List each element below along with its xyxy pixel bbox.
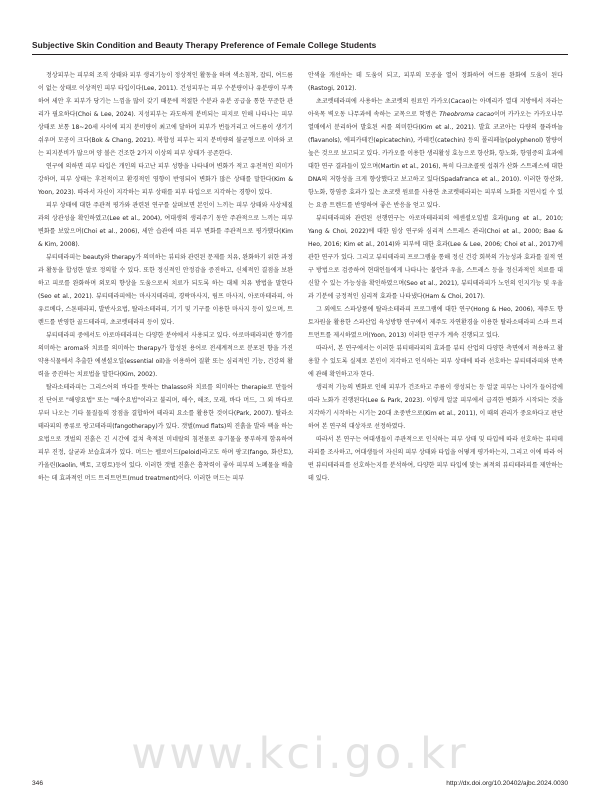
page-number: 346 <box>32 780 44 787</box>
paragraph: 탈라소테라피는 그리스어의 바다를 뜻하는 thalasso와 치료를 의미하는 therapie로 만들어진 단어로 "해양요법" 또는 "해수요법"이라고 불리며, 해수, 해조, 모래, 바다 머드, 그 외 바다로부터 나오는 기타 물질들의 장점을 결합하여 테라피 요소를 활용한 것이다(Park, 2007). 탈라소테라피의 종류로 팡고테라피(fangotherapy)가 있다. 갯벌(mud flats)의 진흙을 발라 팩을 하는 요법으로 갯벌의 진흙은 긴 시간에 걸쳐 축적된 미네랄의 침전물로 유기물을 풍부하게 함유하여 피부 진정, 살균과 보습효과가 있다. 머드는 펠로이드(peloid)라고도 하며 팡고(fango, 화산토), 카올린(kaolin, 백토, 고령토)등이 있다. 이러한 갯벌 진흙은 흡착력이 좋아 피부의 노폐물을 배출하는 데 효과적인 머드 트리트먼트(mud treatment)이다. 이러한 머드는 피부 <box>38 384 293 483</box>
scientific-name: Theobroma cacao <box>439 111 494 119</box>
paragraph: 연구에 의하면 피부 타입은 개인의 타고난 피부 성향을 나타내며 변화가 적고 유전적인 의미가 강하며, 피부 상태는 후천적이고 환경적인 영향이 반영되어 변화가 많은 상태를 말한다(Kim & Yoon, 2023). 따라서 자신이 지각하는 피부 상태를 피부 타입으로 지각하는 경향이 있다. <box>38 163 293 197</box>
left-column <box>38 69 293 486</box>
running-header: Subjective Skin Condition and Beauty Therapy Preference of Female College Students <box>32 40 377 50</box>
paragraph: 그 외에도 스파상품에 탈라소테라피 프로그램에 대한 연구(Hong & Heo, 2006), 제주도 향토자원을 활용한 스파산업 육성방향 연구에서 제주도 자연환경을 이용한 탈라소테라피 스파 트리트먼트를 제시하였으며(Yoon, 2013) 이러한 연구가 계속 진행되고 있다. <box>308 306 563 340</box>
header-rule <box>32 54 568 55</box>
paragraph: 초코렛테라피에 사용하는 초코렛의 원료인 카카오(Cacao)는 아메리카 열대 지방에서 자라는 아욱목 벽오동 나무과에 속하는 교목으로 학명은 Theobroma cacao이며 카카오는 카카오나무 열매에서 분리하여 발효된 씨를 의미한다(Kim et al., 2021). 발효 코코아는 다량의 플라바놀(flavanols), 에피카테킨(epicatechin), 카테킨(catechin) 등의 폴리페놀(polyphenol) 함량이 높은 것으로 보고되고 있다. 카카오를 이용한 생리활성 효능으로 항산화, 항노화, 항염증의 효과에 대한 연구 결과들이 있으며(Martin et al., 2016), 특히 다크초콜릿 섭취가 산화 스트레스에 대한 DNA의 저항성을 크게 향상했다고 보고하고 있다(Spadafranca et al., 2010). 이러한 항산화, 항노화, 항염증 효과가 있는 초코렛 원료를 사용한 초코렛테라피는 피부의 노화를 지연시킬 수 있는 요즘 트렌드를 반영하여 좋은 반응을 얻고 있다. <box>308 98 564 210</box>
doi-link[interactable]: http://dx.doi.org/10.20402/ajbc.2024.0030 <box>446 780 568 787</box>
paragraph: 뷰티테라피 중에서도 아로마테라피는 다양한 분야에서 사용되고 있다. 아로마테라피란 향기를 의미하는 aroma와 치료를 의미하는 therapy가 합성된 용어로 전세계적으로 분포된 향을 가진 약용식물에서 추출한 에센셜오일(essential oil)을 이용하여 질환 또는 심리적인 기능, 건강의 활력을 증진하는 치료법을 말한다(Kim, 2002). <box>38 332 293 379</box>
paragraph: 피부 상태에 대한 주관적 평가와 관련된 연구를 살펴보면 본인이 느끼는 피부 상태와 사상체질과의 상관성을 확인하였고(Lee et al., 2004), 여대생의 생리주기 동안 주관적으로 느끼는 피부 변화를 보았으며(Choi et al., 2006), 세안 습관에 따른 피부 변화를 주관적으로 평가했다(Kim & Kim, 2008). <box>38 202 293 249</box>
right-column <box>308 69 563 486</box>
paragraph: 뷰티테라피는 beauty와 therapy가 의미하는 뷰티와 관련된 문제를 치유, 완화하기 위한 과정과 활동을 합성한 말로 정의할 수 있다. 또한 정신적인 안정감을 증진하고, 신체적인 결점을 보완하고 피로를 완화하며 외모의 향상을 도움으로써 치료가 되도록 하는 대체 치유 방법을 말한다(Seo et al., 2021). 뷰티테라피에는 마사지테라피, 경락마사지, 림프 마사지, 아로마테라피, 아유르베다, 스톤테라피, 발반사요법, 탈라소테라피, 기기 및 기구를 이용한 마사지 등이 있으며, 트렌드를 반영한 골드테라피, 초코렛테라피 등이 있다. <box>38 254 293 327</box>
paragraph: 정상피부는 피부의 조직 상태와 피부 생리기능이 정상적인 활동을 하며 색소침착, 잡티, 여드름이 없는 상태로 이상적인 피부 타입이다(Lee, 2011). 건성피부는 피부 수분량이나 유분량이 부족하여 세안 후 피부가 당기는 느낌을 많이 갖기 때문에 적절한 수분과 유분 공급을 통한 꾸준한 관리가 필요하다(Choi & Lee, 2024). 지성피부는 과도하게 분비되는 피지로 인해 나타나는 피부 상태로 보통 18~20세 사이에 피지 분비량이 최고에 달하며 피부가 번들거리고 여드름이 생기기 쉬우며 모공이 크다(Bok & Chang, 2021). 복합성 피부는 피지 분비량의 불균형으로 이마와 코는 피지분비가 많으며 양 볼은 건조한 2가지 이상의 피부 상태가 공존한다. <box>38 72 293 158</box>
paragraph-continued: 안색을 개선하는 데 도움이 되고, 피부의 모공을 열어 정화하여 여드름 완화에 도움이 된다(Rastogi, 2012). <box>308 72 563 93</box>
paragraph: 생리적 기능의 변화로 인해 피부가 건조하고 주름이 생성되는 등 얼굴 피부는 나이가 들어감에 따라 노화가 진행된다(Lee & Park, 2023). 이렇게 얼굴 피부에서 급격한 변화가 시작되는 것을 지각하기 시작하는 시기는 20대 초중반으로(Kim et al., 2011), 이 때의 관리가 중요하다고 판단하여 본 연구의 대상자로 선정하였다. <box>308 384 563 431</box>
watermark: www.kci.go.kr <box>131 729 469 779</box>
paragraph: 뷰티테라피와 관련된 선행연구는 아로마테라피의 에센셜오일별 효과(Jung et al., 2010; Yang & Choi, 2022)에 대한 임상 연구와 심리적 스트레스 관리(Choi et al., 2000; Bae & Heo, 2016; Kim et al., 2014)와 피부에 대한 효과(Lee & Lee, 2006; Choi et al., 2017)에 관한 연구가 있다. 그리고 뷰티테라피 프로그램을 통해 정신 건강 회복의 가능성과 효과를 질적 연구 방법으로 검증하여 현대인들에게 나타나는 불안과 우울, 스트레스 등을 정신과적인 치료를 대신할 수 있는 가능성을 확인하였으며(Seo et al., 2021), 뷰티테라피가 노인의 인지기능 및 우울과 기분에 긍정적인 심리적 효과를 나타냈다(Ham & Choi, 2017). <box>308 215 563 301</box>
paragraph: 따라서, 본 연구에서는 이러한 뷰티테라피의 효과를 뷰티 산업의 다양한 측면에서 적용하고 활용할 수 있도록 실제로 본인이 지각하고 인식하는 피부 상태에 따라 선호하는 뷰티테라피와 만족에 관해 확인하고자 한다. <box>308 345 563 379</box>
paragraph: 따라서 본 연구는 여대생들이 주관적으로 인식하는 피부 상태 및 타입에 따라 선호하는 뷰티테라피를 조사하고, 여대생들이 자신의 피부 상태와 타입을 어떻게 평가하는지, 그리고 이에 따라 어떤 뷰티테라피를 선호하는지를 분석하여, 다양한 피부 타입에 맞는 최적의 뷰티테라피를 제안하는 데 있다. <box>308 436 563 483</box>
